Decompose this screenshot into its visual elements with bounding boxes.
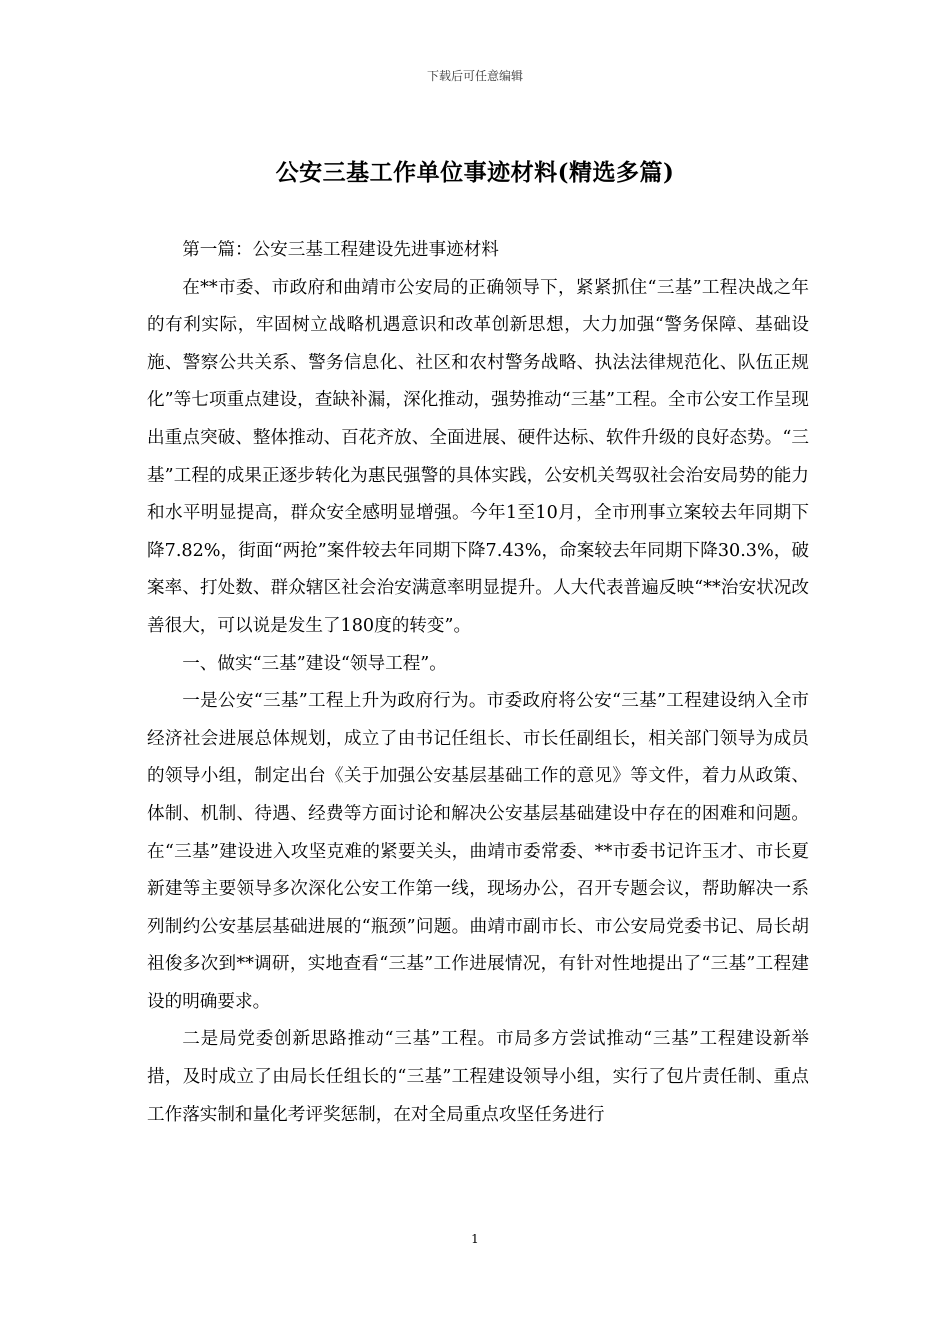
document-body	[147, 232, 809, 1134]
paragraph: 一是公安“三基”工程上升为政府行为。市委政府将公安“三基”工程建设纳入全市经济社会进展总体规划，成立了由书记任组长、市长任副组长，相关部门领导为成员的领导小组，制定出台《关于加强公安基层基础工作的意见》等文件，着力从政策、体制、机制、待遇、经费等方面讨论和解决公安基层基础建设中存在的困难和问题。在“三基”建设进入攻坚克难的紧要关头，曲靖市委常委、**市委书记许玉才、市长夏新建等主要领导多次深化公安工作第一线，现场办公，召开专题会议，帮助解决一系列制约公安基层基础进展的“瓶颈”问题。曲靖市副市长、市公安局党委书记、局长胡祖俊多次到**调研，实地查看“三基”工作进展情况，有针对性地提出了“三基”工程建设的明确要求。	[147, 691, 809, 1012]
document-title: 公安三基工作单位事迹材料(精选多篇)	[275, 159, 675, 186]
paragraph: 在**市委、市政府和曲靖市公安局的正确领导下，紧紧抓住“三基”工程决战之年的有利实际，牢固树立战略机遇意识和改革创新思想，大力加强“警务保障、基础设施、警察公共关系、警务信息化、社区和农村警务战略、执法法律规范化、队伍正规化”等七项重点建设，查缺补漏，深化推动，强势推动“三基”工程。全市公安工作呈现出重点突破、整体推动、百花齐放、全面进展、硬件达标、软件升级的良好态势。“三基”工程的成果正逐步转化为惠民强警的具体实践，公安机关驾驭社会治安局势的能力和水平明显提高，群众安全感明显增强。今年1至10月，全市刑事立案较去年同期下降7.82%，街面“两抢”案件较去年同期下降7.43%，命案较去年同期下降30.3%，破案率、打处数、群众辖区社会治安满意率明显提升。人大代表普遍反映“**治安状况改善很大，可以说是发生了180度的转变”。	[147, 277, 809, 636]
paragraph: 二是局党委创新思路推动“三基”工程。市局多方尝试推动“三基”工程建设新举措，及时成立了由局长任组长的“三基”工程建设领导小组，实行了包片责任制、重点工作落实制和量化考评奖惩制，在对全局重点攻坚任务进行	[147, 1029, 809, 1125]
paragraph-section-heading: 第一篇：公安三基工程建设先进事迹材料	[182, 240, 499, 260]
page-number: 1	[471, 1232, 479, 1246]
header-note: 下载后可任意编辑	[426, 69, 523, 83]
paragraph-subheading: 一、做实“三基”建设“领导工程”。	[182, 653, 447, 674]
